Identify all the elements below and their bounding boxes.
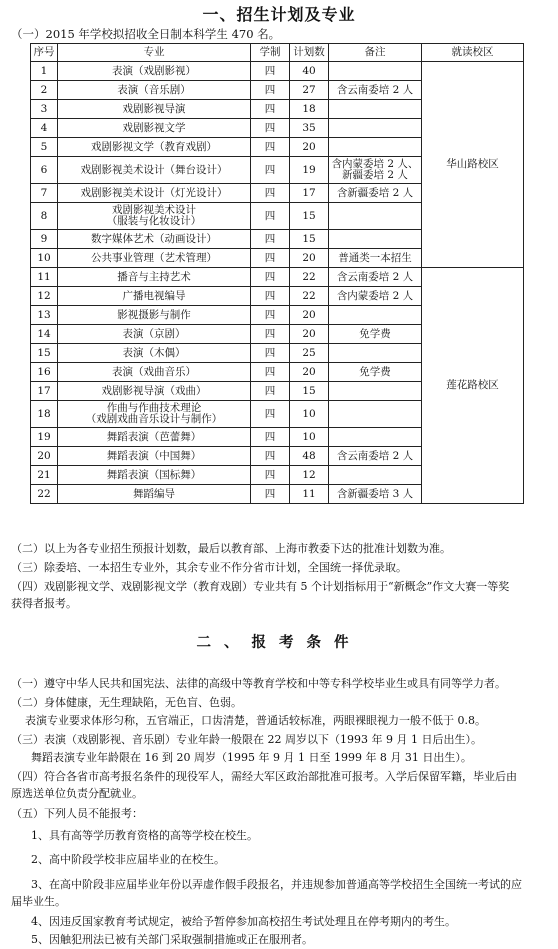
row-years: 四 [251, 466, 290, 485]
note-2: （二）以上为各专业招生预报计划数，最后以教育部、上海市教委下达的批准计划数为准。 [11, 542, 451, 555]
row-note [329, 138, 422, 157]
row-plan: 20 [290, 138, 329, 157]
row-years: 四 [251, 485, 290, 504]
row-no: 8 [31, 203, 58, 230]
row-note: 含新疆委培 3 人 [329, 485, 422, 504]
row-no: 20 [31, 447, 58, 466]
row-major: 戏剧影视文学（教育戏剧） [58, 138, 251, 157]
condition-3: （三）表演（戏剧影视、音乐剧）专业年龄一般限在 22 周岁以下（1993 年 9 月 1 日后出生）。 [11, 733, 482, 746]
row-years: 四 [251, 81, 290, 100]
row-years: 四 [251, 401, 290, 428]
note-4: （四）戏剧影视文学、戏剧影视文学（教育戏剧）专业共有 5 个计划指标用于“新概念”作文大赛一等奖 [11, 580, 510, 593]
row-major: 戏剧影视文学 [58, 119, 251, 138]
condition-2: （二）身体健康，无生理缺陷，无色盲、色弱。 [11, 696, 242, 709]
row-major: 广播电视编导 [58, 287, 251, 306]
row-plan: 10 [290, 428, 329, 447]
row-major: 戏剧影视导演（戏曲） [58, 382, 251, 401]
row-note: 含新疆委培 2 人 [329, 184, 422, 203]
enrollment-plan-table [30, 43, 524, 504]
row-major: 数字媒体艺术（动画设计） [58, 230, 251, 249]
row-no: 2 [31, 81, 58, 100]
row-major: 表演（木偶） [58, 344, 251, 363]
row-years: 四 [251, 157, 290, 184]
row-major: 公共事业管理（艺术管理） [58, 249, 251, 268]
row-major: 戏剧影视导演 [58, 100, 251, 119]
row-plan: 22 [290, 268, 329, 287]
row-years: 四 [251, 287, 290, 306]
row-note: 含云南委培 2 人 [329, 447, 422, 466]
row-note [329, 382, 422, 401]
row-plan: 15 [290, 382, 329, 401]
row-major: 表演（京剧） [58, 325, 251, 344]
row-note [329, 203, 422, 230]
header-note: 备注 [329, 44, 422, 62]
condition-5-item-3: 3、在高中阶段非应届毕业年份以弄虚作假手段报名，并违规参加普通高等学校招生全国统一考试的应 [31, 878, 522, 891]
row-years: 四 [251, 268, 290, 287]
row-no: 19 [31, 428, 58, 447]
section1-title: 一、招生计划及专业 [202, 5, 356, 24]
campus-lianhua: 莲花路校区 [422, 268, 524, 504]
row-no: 7 [31, 184, 58, 203]
table-row [31, 268, 524, 287]
row-no: 21 [31, 466, 58, 485]
condition-5-item-4: 4、因违反国家教育考试规定，被给予暂停参加高校招生考试处理且在停考期内的考生。 [31, 915, 456, 928]
row-major: 戏剧影视美术设计 （服装与化妆设计） [58, 203, 251, 230]
condition-1: （一）遵守中华人民共和国宪法、法律的高级中等教育学校和中等专科学校毕业生或具有同等学力者。 [11, 677, 506, 690]
row-major: 作曲与作曲技术理论 （戏剧戏曲音乐设计与制作） [58, 401, 251, 428]
row-years: 四 [251, 363, 290, 382]
header-years: 学制 [251, 44, 290, 62]
row-no: 3 [31, 100, 58, 119]
condition-4-cont: 原选送单位负责分配就业。 [11, 787, 143, 800]
row-note: 含内蒙委培 2 人、 新疆委培 2 人 [329, 157, 422, 184]
row-note [329, 119, 422, 138]
row-plan: 17 [290, 184, 329, 203]
row-no: 16 [31, 363, 58, 382]
row-plan: 18 [290, 100, 329, 119]
row-note: 含内蒙委培 2 人 [329, 287, 422, 306]
row-note [329, 401, 422, 428]
condition-5: （五）下列人员不能报考： [11, 807, 143, 820]
row-years: 四 [251, 306, 290, 325]
row-plan: 22 [290, 287, 329, 306]
enrollment-intro: （一）2015 年学校拟招收全日制本科学生 470 名。 [11, 27, 281, 41]
campus-huashan: 华山路校区 [422, 62, 524, 268]
row-note: 含云南委培 2 人 [329, 81, 422, 100]
row-no: 14 [31, 325, 58, 344]
row-plan: 20 [290, 363, 329, 382]
row-plan: 27 [290, 81, 329, 100]
condition-5-item-5: 5、因触犯刑法已被有关部门采取强制措施或正在服刑者。 [31, 933, 313, 946]
row-major: 舞蹈表演（国标舞） [58, 466, 251, 485]
row-plan: 15 [290, 203, 329, 230]
row-no: 10 [31, 249, 58, 268]
header-major: 专业 [58, 44, 251, 62]
row-major: 戏剧影视美术设计（灯光设计） [58, 184, 251, 203]
note-4-cont: 获得者报考。 [11, 597, 77, 610]
row-note [329, 230, 422, 249]
note-3: （三）除委培、一本招生专业外，其余专业不作分省市计划，全国统一择优录取。 [11, 561, 407, 574]
row-note: 含云南委培 2 人 [329, 268, 422, 287]
row-years: 四 [251, 100, 290, 119]
condition-3-detail: 舞蹈表演专业年龄限在 16 到 20 周岁（1995 年 9 月 1 日至 1999 年 8 月 31 日出生）。 [31, 751, 472, 764]
row-no: 22 [31, 485, 58, 504]
row-note [329, 344, 422, 363]
table-row [31, 62, 524, 81]
condition-2-detail: 表演专业要求体形匀称，五官端正，口齿清楚，普通话较标准，两眼裸眼视力一般不低于 0.8。 [25, 714, 486, 727]
row-major: 舞蹈表演（芭蕾舞） [58, 428, 251, 447]
row-plan: 20 [290, 306, 329, 325]
row-years: 四 [251, 428, 290, 447]
row-plan: 10 [290, 401, 329, 428]
section2-title: 二、报考条件 [196, 634, 362, 651]
row-years: 四 [251, 119, 290, 138]
row-plan: 20 [290, 325, 329, 344]
row-no: 6 [31, 157, 58, 184]
row-years: 四 [251, 230, 290, 249]
row-plan: 20 [290, 249, 329, 268]
condition-5-item-1: 1、具有高等学历教育资格的高等学校在校生。 [31, 829, 258, 842]
row-note [329, 428, 422, 447]
row-note [329, 466, 422, 485]
row-note [329, 100, 422, 119]
row-plan: 40 [290, 62, 329, 81]
row-plan: 48 [290, 447, 329, 466]
row-years: 四 [251, 249, 290, 268]
row-note: 免学费 [329, 325, 422, 344]
row-years: 四 [251, 382, 290, 401]
row-note: 免学费 [329, 363, 422, 382]
header-campus: 就读校区 [422, 44, 524, 62]
header-no: 序号 [31, 44, 58, 62]
row-years: 四 [251, 344, 290, 363]
row-no: 15 [31, 344, 58, 363]
row-major: 舞蹈表演（中国舞） [58, 447, 251, 466]
row-plan: 19 [290, 157, 329, 184]
row-major: 表演（戏曲音乐） [58, 363, 251, 382]
row-plan: 12 [290, 466, 329, 485]
condition-5-item-2: 2、高中阶段学校非应届毕业的在校生。 [31, 853, 225, 866]
row-years: 四 [251, 138, 290, 157]
row-note [329, 62, 422, 81]
row-note: 普通类一本招生 [329, 249, 422, 268]
row-no: 12 [31, 287, 58, 306]
row-major: 表演（音乐剧） [58, 81, 251, 100]
row-years: 四 [251, 203, 290, 230]
row-no: 17 [31, 382, 58, 401]
row-major: 表演（戏剧影视） [58, 62, 251, 81]
table-header-row [31, 44, 524, 62]
condition-5-item-3-cont: 届毕业生。 [11, 895, 66, 908]
row-plan: 35 [290, 119, 329, 138]
row-plan: 15 [290, 230, 329, 249]
row-years: 四 [251, 184, 290, 203]
row-years: 四 [251, 325, 290, 344]
row-years: 四 [251, 62, 290, 81]
row-major: 戏剧影视美术设计（舞台设计） [58, 157, 251, 184]
row-note [329, 306, 422, 325]
condition-4: （四）符合各省市高考报名条件的现役军人，需经大军区政治部批准可报考。入学后保留军籍，毕业后由 [11, 770, 517, 783]
row-no: 18 [31, 401, 58, 428]
header-plan: 计划数 [290, 44, 329, 62]
row-no: 13 [31, 306, 58, 325]
row-major: 舞蹈编导 [58, 485, 251, 504]
row-years: 四 [251, 447, 290, 466]
row-major: 播音与主持艺术 [58, 268, 251, 287]
row-no: 11 [31, 268, 58, 287]
row-plan: 11 [290, 485, 329, 504]
row-no: 4 [31, 119, 58, 138]
row-plan: 25 [290, 344, 329, 363]
row-no: 9 [31, 230, 58, 249]
row-no: 1 [31, 62, 58, 81]
row-no: 5 [31, 138, 58, 157]
row-major: 影视摄影与制作 [58, 306, 251, 325]
